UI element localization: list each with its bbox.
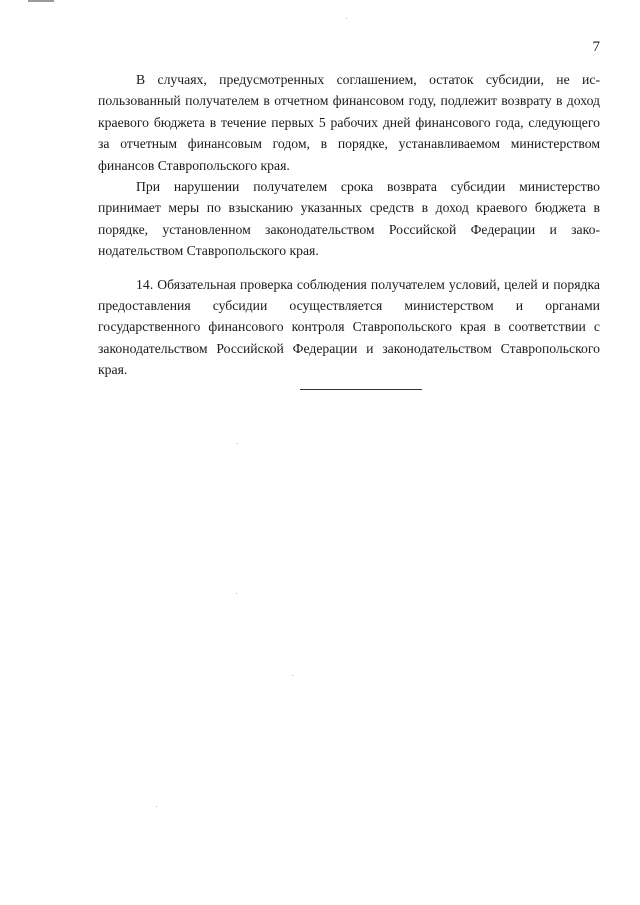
paragraph-section-14-inspection: 14. Обязательная проверка соблюдения получателем условий, целей и порядка предоставления субсидии осуществляется министерством и органами государственного финансового контроля Ставропольского края в соответствии с законодательством Российской Федерации и законодательством Ставропольского края. [98, 276, 600, 378]
scan-edge-mark [28, 0, 54, 2]
page-number: 7 [592, 39, 600, 55]
document-body [98, 69, 600, 381]
paragraph-subsidy-remainder: В случаях, предусмотренных соглашением, остаток субсидии, не использованный получателем в отчетном финансовом году, подлежит возврату в доход краевого бюджета в течение первых 5 рабочих дней финансового года, следующего за отчетным финансовым годом, в порядке, устанавливаемом министерством финансов Ставропольского края. [98, 72, 600, 173]
paragraph-return-violation: При нарушении получателем срока возврата субсидии министерство принимает меры по взысканию указанных средств в доход краевого бюджета в порядке, установленном законодательством Российской Федерации и законодательством Ставропольского края. [98, 179, 600, 259]
scan-speck [292, 675, 293, 676]
scan-speck [237, 443, 238, 444]
scan-speck [236, 593, 237, 594]
end-of-document-line [300, 389, 422, 390]
scan-speck [346, 18, 347, 19]
scan-speck [156, 806, 157, 807]
